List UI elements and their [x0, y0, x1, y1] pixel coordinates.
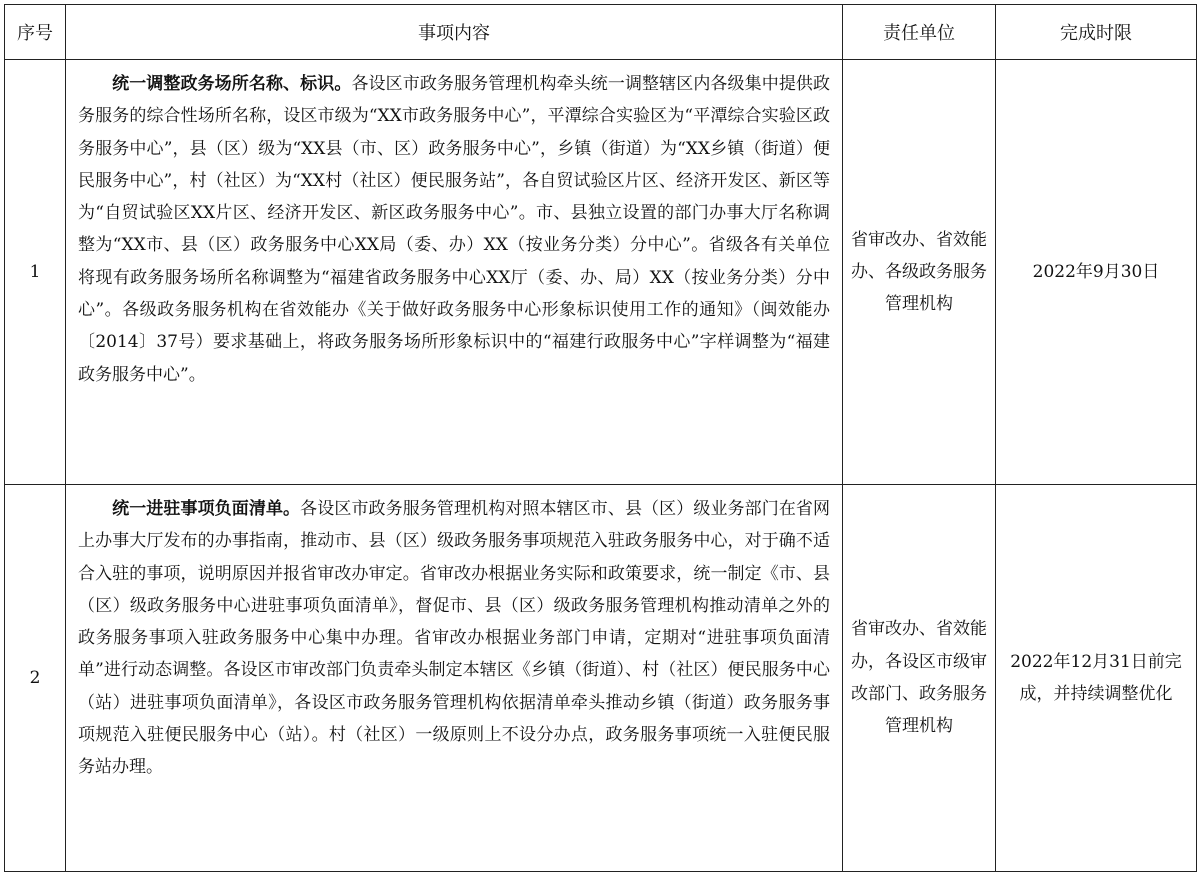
row-body: 各设区市政务服务管理机构牵头统一调整辖区内各级集中提供政务服务的综合性场所名称，设区市级为“XX市政务服务中心”，平潭综合实验区为“平潭综合实验区政务服务中心”，县（区）级为“XX县（市、区）政务服务中心”，乡镇（街道）为“XX乡镇（街道）便民服务中心”，村（社区）为“XX村（社区）便民服务站”，各自贸试验区片区、经济开发区、新区等为“自贸试验区XX片区、经济开发区、新区政务服务中心”。市、县独立设置的部门办事大厅名称调整为“XX市、县（区）政务服务中心XX局（委、办）XX（按业务分类）分中心”。省级各有关单位将现有政务服务场所名称调整为“福建省政务服务中心XX厅（委、办、局）XX（按业务分类）分中心”。各级政务服务机构在省效能办《关于做好政务服务中心形象标识使用工作的通知》（闽效能办〔2014〕37号）要求基础上，将政务服务场所形象标识中的“福建行政服务中心”字样调整为“福建政务服务中心”。 — [78, 74, 831, 385]
table-row — [5, 60, 1197, 485]
header-unit: 责任单位 — [843, 5, 996, 60]
table-row — [5, 485, 1197, 872]
row-body: 各设区市政务服务管理机构对照本辖区市、县（区）级业务部门在省网上办事大厅发布的办事指南，推动市、县（区）级政务服务事项规范入驻政务服务中心，对于确不适合入驻的事项，说明原因并报省审改办审定。省审改办根据业务实际和政策要求，统一制定《市、县（区）级政务服务中心进驻事项负面清单》，督促市、县（区）级政务服务管理机构推动清单之外的政务服务事项入驻政务服务中心集中办理。省审改办根据业务部门申请，定期对“进驻事项负面清单”进行动态调整。各设区市审改部门负责牵头制定本辖区《乡镇（街道）、村（社区）便民服务中心（站）进驻事项负面清单》，各设区市政务服务管理机构依据清单牵头推动乡镇（街道）政务服务事项规范入驻便民服务中心（站）。村（社区）一级原则上不设分办点，政务服务事项统一入驻便民服务站办理。 — [78, 499, 831, 778]
row-deadline: 2022年9月30日 — [996, 60, 1197, 485]
row-unit: 省审改办、省效能办、各级政务服务管理机构 — [843, 60, 996, 485]
header-seq: 序号 — [5, 5, 66, 60]
row-content — [66, 485, 843, 872]
row-deadline: 2022年12月31日前完成，并持续调整优化 — [996, 485, 1197, 872]
row-unit: 省审改办、省效能办，各设区市级审改部门、政务服务管理机构 — [843, 485, 996, 872]
row-seq: 2 — [5, 485, 66, 872]
row-lead: 统一进驻事项负面清单。 — [112, 499, 301, 519]
row-lead: 统一调整政务场所名称、标识。 — [112, 74, 352, 94]
header-content: 事项内容 — [66, 5, 843, 60]
header-deadline: 完成时限 — [996, 5, 1197, 60]
row-seq: 1 — [5, 60, 66, 485]
table-header-row — [5, 5, 1197, 60]
row-content — [66, 60, 843, 485]
task-table — [4, 4, 1197, 872]
